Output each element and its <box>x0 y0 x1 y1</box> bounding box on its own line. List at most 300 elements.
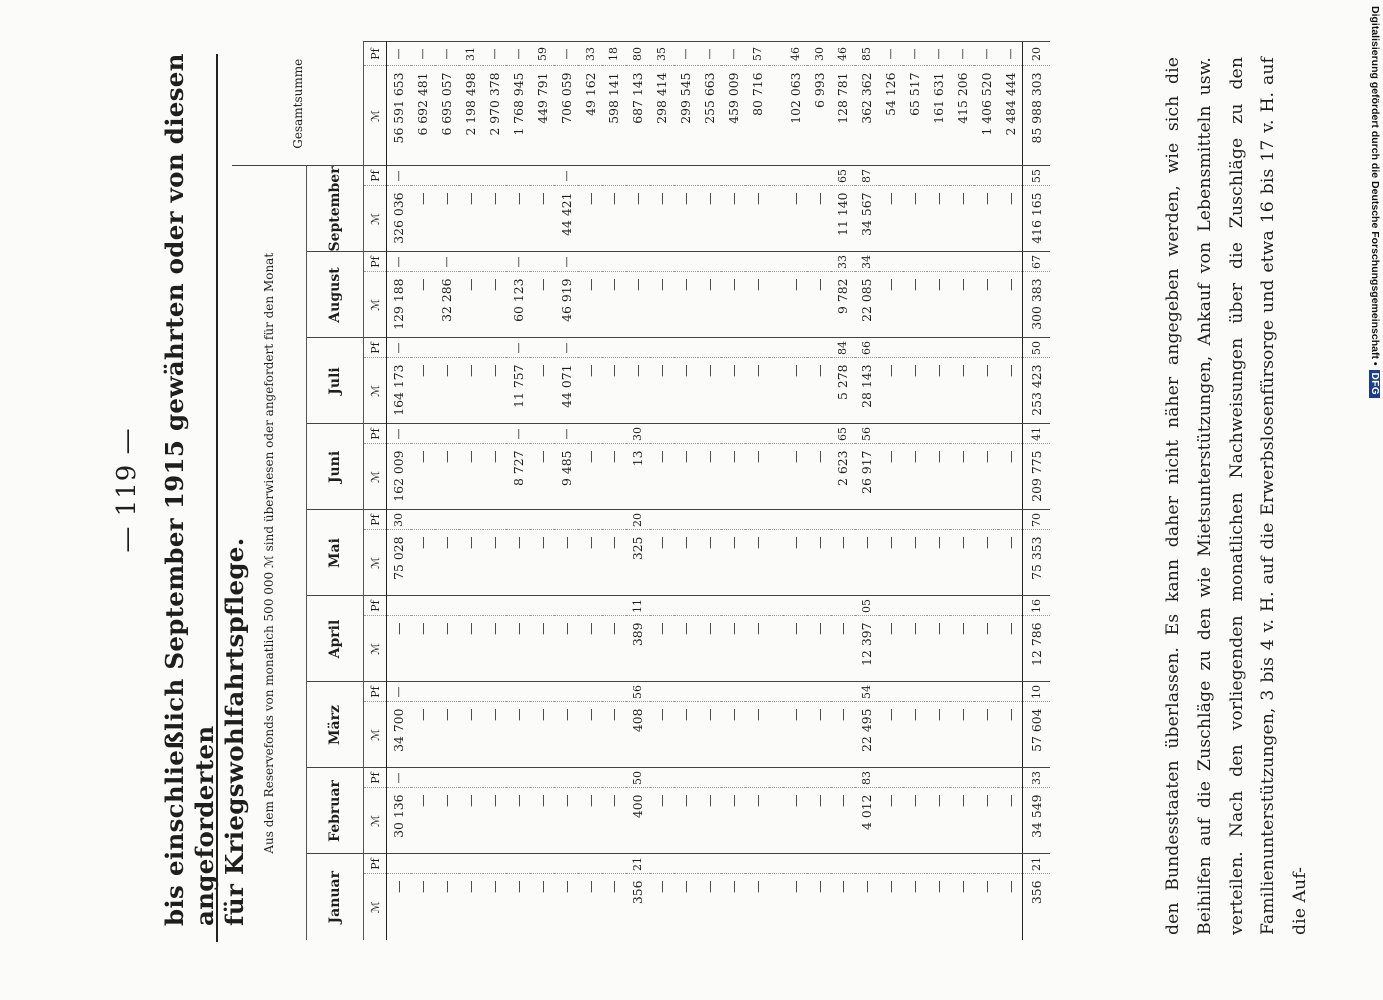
cell-mark: — <box>807 272 831 338</box>
cell-mark: — <box>506 186 530 252</box>
table-row <box>807 42 831 940</box>
cell-pfennig: 83 <box>855 768 879 788</box>
cell-pfennig <box>483 596 507 616</box>
cell-mark: 12 397 <box>855 616 879 682</box>
cell-mark: 164 173 <box>387 358 411 424</box>
cell-mark: — <box>506 874 530 940</box>
cell-pfennig: — <box>387 338 411 358</box>
cell-mark: — <box>483 186 507 252</box>
cell-mark: — <box>950 616 974 682</box>
cell-pfennig: 30 <box>626 424 650 444</box>
cell-pfennig <box>650 768 674 788</box>
cell-mark: — <box>721 530 745 596</box>
cell-pfennig <box>783 596 807 616</box>
page-number: — 119 — <box>112 427 142 553</box>
cell-pfennig <box>974 768 998 788</box>
cell-pfennig: 35 <box>650 42 674 66</box>
cell-pfennig: — <box>554 252 578 272</box>
cell-pfennig <box>435 768 459 788</box>
cell-pfennig <box>721 166 745 186</box>
cell-mark: — <box>674 530 698 596</box>
cell-pfennig <box>783 510 807 530</box>
cell-mark: — <box>998 702 1022 768</box>
cell-pfennig <box>879 338 903 358</box>
cell-mark: — <box>927 616 951 682</box>
cell-mark: — <box>602 358 626 424</box>
cell-mark: — <box>903 616 927 682</box>
cell-mark: — <box>459 272 483 338</box>
cell-mark: — <box>783 358 807 424</box>
cell-pfennig <box>459 424 483 444</box>
cell-pfennig <box>998 682 1022 702</box>
cell-mark: — <box>435 702 459 768</box>
total-mark: 75 353 <box>1023 530 1051 596</box>
cell-pfennig <box>807 854 831 874</box>
cell-mark: 298 414 <box>650 66 674 166</box>
cell-pfennig <box>998 510 1022 530</box>
cell-mark: — <box>950 874 974 940</box>
cell-pfennig <box>411 510 435 530</box>
cell-mark: — <box>745 358 769 424</box>
cell-pfennig <box>950 768 974 788</box>
cell-mark: — <box>483 358 507 424</box>
total-mark: 57 604 <box>1023 702 1051 768</box>
cell-mark: 129 188 <box>387 272 411 338</box>
cell-mark: 2 484 444 <box>998 66 1022 166</box>
row-gap <box>769 42 783 940</box>
cell-mark: — <box>698 186 722 252</box>
cell-mark: 46 919 <box>554 272 578 338</box>
cell-pfennig: 59 <box>530 42 554 66</box>
cell-pfennig <box>459 854 483 874</box>
cell-mark: — <box>459 788 483 854</box>
cell-mark: — <box>721 444 745 510</box>
month-header: März <box>307 682 364 768</box>
cell-pfennig <box>602 424 626 444</box>
cell-pfennig: — <box>554 166 578 186</box>
cell-mark: — <box>530 186 554 252</box>
cell-pfennig <box>530 424 554 444</box>
cell-pfennig <box>626 338 650 358</box>
cell-mark: — <box>506 616 530 682</box>
cell-mark: — <box>411 272 435 338</box>
cell-mark: — <box>674 272 698 338</box>
cell-pfennig <box>974 682 998 702</box>
cell-mark: — <box>602 186 626 252</box>
cell-pfennig <box>950 252 974 272</box>
cell-pfennig: — <box>554 42 578 66</box>
cell-pfennig <box>626 166 650 186</box>
cell-mark: — <box>783 530 807 596</box>
cell-mark: 5 278 <box>831 358 855 424</box>
cell-pfennig <box>950 424 974 444</box>
table-row <box>435 42 459 940</box>
cell-mark: — <box>721 874 745 940</box>
cell-pfennig <box>650 510 674 530</box>
cell-pfennig <box>387 596 411 616</box>
cell-pfennig <box>927 596 951 616</box>
cell-pfennig <box>903 510 927 530</box>
cell-pfennig <box>435 166 459 186</box>
cell-pfennig <box>998 338 1022 358</box>
cell-pfennig: — <box>974 42 998 66</box>
cell-mark: — <box>650 272 674 338</box>
cell-mark: — <box>903 444 927 510</box>
cell-mark: — <box>783 272 807 338</box>
cell-mark: — <box>998 272 1022 338</box>
cell-mark: 75 028 <box>387 530 411 596</box>
cell-pfennig <box>698 252 722 272</box>
cell-mark: — <box>674 358 698 424</box>
cell-pfennig <box>554 854 578 874</box>
table-row <box>506 42 530 940</box>
cell-mark: — <box>783 444 807 510</box>
cell-pfennig <box>807 682 831 702</box>
cell-mark: — <box>974 788 998 854</box>
cell-pfennig <box>674 682 698 702</box>
cell-pfennig <box>998 596 1022 616</box>
cell-pfennig <box>578 252 602 272</box>
cell-pfennig: — <box>554 338 578 358</box>
cell-pfennig <box>483 854 507 874</box>
cell-mark: 687 143 <box>626 66 650 166</box>
cell-pfennig <box>578 166 602 186</box>
cell-pfennig <box>903 768 927 788</box>
cell-mark: — <box>578 358 602 424</box>
cell-pfennig <box>783 854 807 874</box>
cell-pfennig <box>483 768 507 788</box>
cell-mark: — <box>387 616 411 682</box>
cell-mark: — <box>807 358 831 424</box>
cell-pfennig <box>483 424 507 444</box>
cell-mark: — <box>530 358 554 424</box>
cell-mark: — <box>411 702 435 768</box>
cell-pfennig <box>807 338 831 358</box>
cell-pfennig <box>530 854 554 874</box>
cell-pfennig <box>411 854 435 874</box>
cell-pfennig <box>602 510 626 530</box>
cell-mark: 4 012 <box>855 788 879 854</box>
cell-pfennig <box>745 682 769 702</box>
cell-pfennig: 57 <box>745 42 769 66</box>
reserve-fund-header: Aus dem Reservefonds von monatlich 500 000 ℳ sind überwiesen oder angefordert für den Monat <box>232 166 307 940</box>
cell-mark: 356 <box>626 874 650 940</box>
cell-mark: — <box>530 616 554 682</box>
cell-mark: — <box>974 874 998 940</box>
cell-pfennig <box>807 424 831 444</box>
cell-pfennig <box>721 424 745 444</box>
cell-pfennig <box>903 338 927 358</box>
cell-pfennig <box>745 854 769 874</box>
cell-pfennig: — <box>674 42 698 66</box>
cell-pfennig <box>903 854 927 874</box>
cell-pfennig: — <box>435 252 459 272</box>
cell-pfennig: — <box>998 42 1022 66</box>
cell-mark: — <box>411 616 435 682</box>
cell-mark: — <box>745 272 769 338</box>
cell-pfennig: 87 <box>855 166 879 186</box>
cell-pfennig: 85 <box>855 42 879 66</box>
table-row <box>650 42 674 940</box>
cell-mark: — <box>927 788 951 854</box>
cell-pfennig <box>831 682 855 702</box>
month-header: August <box>307 252 364 338</box>
cell-pfennig <box>483 510 507 530</box>
cell-mark: 11 757 <box>506 358 530 424</box>
total-mark: 85 988 303 <box>1023 66 1051 166</box>
cell-pfennig <box>927 768 951 788</box>
cell-mark: — <box>698 272 722 338</box>
cell-pfennig <box>998 166 1022 186</box>
cell-mark: — <box>831 788 855 854</box>
cell-mark: — <box>783 186 807 252</box>
cell-pfennig: 33 <box>831 252 855 272</box>
cell-mark: 2 623 <box>831 444 855 510</box>
cell-pfennig <box>602 338 626 358</box>
cell-pfennig: 11 <box>626 596 650 616</box>
cell-pfennig <box>506 596 530 616</box>
cell-mark: 6 695 057 <box>435 66 459 166</box>
unit-pfennig-header: Pf <box>364 854 387 874</box>
cell-pfennig <box>831 854 855 874</box>
cell-pfennig <box>698 854 722 874</box>
cell-pfennig: 30 <box>387 510 411 530</box>
cell-mark: — <box>578 702 602 768</box>
month-header: April <box>307 596 364 682</box>
cell-mark: — <box>435 874 459 940</box>
cell-mark: 80 716 <box>745 66 769 166</box>
cell-pfennig <box>578 424 602 444</box>
total-pfennig: 16 <box>1023 596 1051 616</box>
cell-pfennig <box>998 424 1022 444</box>
cell-pfennig <box>578 768 602 788</box>
cell-mark: — <box>459 616 483 682</box>
cell-mark: 6 993 <box>807 66 831 166</box>
cell-pfennig <box>674 768 698 788</box>
cell-pfennig <box>974 166 998 186</box>
cell-mark: — <box>903 186 927 252</box>
cell-mark: 34 700 <box>387 702 411 768</box>
cell-mark: — <box>745 702 769 768</box>
cell-mark: — <box>974 444 998 510</box>
cell-pfennig <box>745 768 769 788</box>
cell-pfennig <box>578 338 602 358</box>
cell-mark: — <box>650 444 674 510</box>
cell-mark: — <box>483 530 507 596</box>
cell-mark: — <box>745 444 769 510</box>
cell-pfennig <box>950 338 974 358</box>
cell-mark: — <box>554 616 578 682</box>
cell-mark: 65 517 <box>903 66 927 166</box>
cell-mark: — <box>578 874 602 940</box>
table-row <box>998 42 1022 940</box>
table-row <box>831 42 855 940</box>
cell-pfennig <box>674 166 698 186</box>
cell-mark: — <box>950 702 974 768</box>
cell-pfennig: 05 <box>855 596 879 616</box>
unit-pfennig-header: Pf <box>364 252 387 272</box>
cell-mark: — <box>879 874 903 940</box>
cell-mark: 325 <box>626 530 650 596</box>
cell-pfennig <box>602 252 626 272</box>
cell-pfennig: 20 <box>626 510 650 530</box>
cell-mark: — <box>483 874 507 940</box>
cell-pfennig <box>927 854 951 874</box>
cell-pfennig <box>602 166 626 186</box>
cell-pfennig <box>530 510 554 530</box>
cell-mark: — <box>927 358 951 424</box>
cell-mark: — <box>698 358 722 424</box>
cell-pfennig <box>626 252 650 272</box>
cell-pfennig: 18 <box>602 42 626 66</box>
cell-pfennig <box>745 510 769 530</box>
cell-mark: 102 063 <box>783 66 807 166</box>
table-row <box>674 42 698 940</box>
cell-pfennig <box>974 596 998 616</box>
cell-pfennig <box>927 166 951 186</box>
dfg-logo: DFG <box>1370 370 1381 399</box>
cell-pfennig <box>459 768 483 788</box>
unit-pfennig-header: Pf <box>364 596 387 616</box>
cell-pfennig <box>411 768 435 788</box>
cell-pfennig <box>783 252 807 272</box>
month-header: Juni <box>307 424 364 510</box>
cell-mark: — <box>674 788 698 854</box>
cell-mark: — <box>435 186 459 252</box>
cell-pfennig <box>506 166 530 186</box>
total-pfennig: 10 <box>1023 682 1051 702</box>
cell-pfennig: — <box>698 42 722 66</box>
cell-pfennig <box>783 768 807 788</box>
cell-pfennig <box>745 338 769 358</box>
table-row <box>927 42 951 940</box>
cell-mark: — <box>998 186 1022 252</box>
cell-pfennig <box>506 768 530 788</box>
total-mark: 253 423 <box>1023 358 1051 424</box>
cell-pfennig <box>459 510 483 530</box>
cell-mark: — <box>807 186 831 252</box>
cell-pfennig <box>554 682 578 702</box>
cell-pfennig <box>855 854 879 874</box>
unit-mark-header: ℳ <box>364 702 387 768</box>
cell-mark: — <box>745 616 769 682</box>
cell-mark: — <box>879 358 903 424</box>
cell-mark: 706 059 <box>554 66 578 166</box>
cell-pfennig: — <box>903 42 927 66</box>
cell-pfennig <box>721 768 745 788</box>
cell-mark: — <box>698 702 722 768</box>
cell-pfennig: 80 <box>626 42 650 66</box>
cell-pfennig <box>554 768 578 788</box>
cell-mark: — <box>650 702 674 768</box>
funds-table <box>232 41 1050 940</box>
credit-text: Digitalisierung gefördert durch die Deutsche Forschungsgemeinschaft • <box>1369 6 1381 366</box>
cell-mark: — <box>903 702 927 768</box>
cell-mark: — <box>831 702 855 768</box>
cell-mark: — <box>459 702 483 768</box>
cell-mark: — <box>435 616 459 682</box>
cell-mark: 161 631 <box>927 66 951 166</box>
cell-mark: — <box>554 788 578 854</box>
table-row <box>783 42 807 940</box>
cell-mark: — <box>879 788 903 854</box>
cell-pfennig <box>807 510 831 530</box>
cell-pfennig: — <box>387 682 411 702</box>
cell-mark: — <box>807 530 831 596</box>
unit-pfennig-header: Pf <box>364 166 387 186</box>
cell-pfennig: 31 <box>459 42 483 66</box>
top-rule <box>216 54 218 942</box>
cell-mark: — <box>530 874 554 940</box>
cell-pfennig <box>435 854 459 874</box>
cell-pfennig: — <box>387 166 411 186</box>
cell-mark: — <box>998 616 1022 682</box>
cell-mark: — <box>721 186 745 252</box>
cell-mark: — <box>974 702 998 768</box>
cell-pfennig <box>459 252 483 272</box>
cell-pfennig <box>721 252 745 272</box>
cell-mark: — <box>950 788 974 854</box>
cell-pfennig <box>459 596 483 616</box>
month-header: Mai <box>307 510 364 596</box>
cell-pfennig <box>602 768 626 788</box>
cell-pfennig: — <box>950 42 974 66</box>
unit-mark-header: ℳ <box>364 788 387 854</box>
cell-mark: — <box>745 530 769 596</box>
cell-mark: — <box>554 530 578 596</box>
total-pfennig: 33 <box>1023 768 1051 788</box>
cell-pfennig <box>411 252 435 272</box>
cell-pfennig <box>698 166 722 186</box>
cell-pfennig <box>650 338 674 358</box>
cell-pfennig <box>435 682 459 702</box>
cell-mark: — <box>530 788 554 854</box>
cell-pfennig <box>435 338 459 358</box>
cell-pfennig: — <box>387 768 411 788</box>
cell-mark: 162 009 <box>387 444 411 510</box>
cell-mark: — <box>927 444 951 510</box>
cell-pfennig <box>483 338 507 358</box>
cell-pfennig: — <box>506 424 530 444</box>
cell-pfennig: 84 <box>831 338 855 358</box>
cell-mark: — <box>626 272 650 338</box>
cell-pfennig <box>903 596 927 616</box>
cell-pfennig <box>530 166 554 186</box>
cell-mark: — <box>745 186 769 252</box>
total-pfennig: 70 <box>1023 510 1051 530</box>
cell-mark: 6 692 481 <box>411 66 435 166</box>
unit-mark-header: ℳ <box>364 66 387 166</box>
cell-mark: — <box>411 530 435 596</box>
cell-pfennig <box>721 338 745 358</box>
cell-mark: — <box>578 186 602 252</box>
cell-pfennig <box>783 338 807 358</box>
cell-mark: — <box>950 272 974 338</box>
cell-mark: — <box>927 186 951 252</box>
cell-pfennig: — <box>506 338 530 358</box>
cell-mark: — <box>650 186 674 252</box>
cell-pfennig: — <box>554 424 578 444</box>
cell-mark: 1 768 945 <box>506 66 530 166</box>
cell-pfennig <box>879 166 903 186</box>
unit-mark-header: ℳ <box>364 444 387 510</box>
month-header: Februar <box>307 768 364 854</box>
cell-mark: — <box>807 788 831 854</box>
cell-mark: — <box>927 272 951 338</box>
cell-mark: 255 663 <box>698 66 722 166</box>
cell-mark: — <box>721 272 745 338</box>
cell-pfennig <box>698 682 722 702</box>
